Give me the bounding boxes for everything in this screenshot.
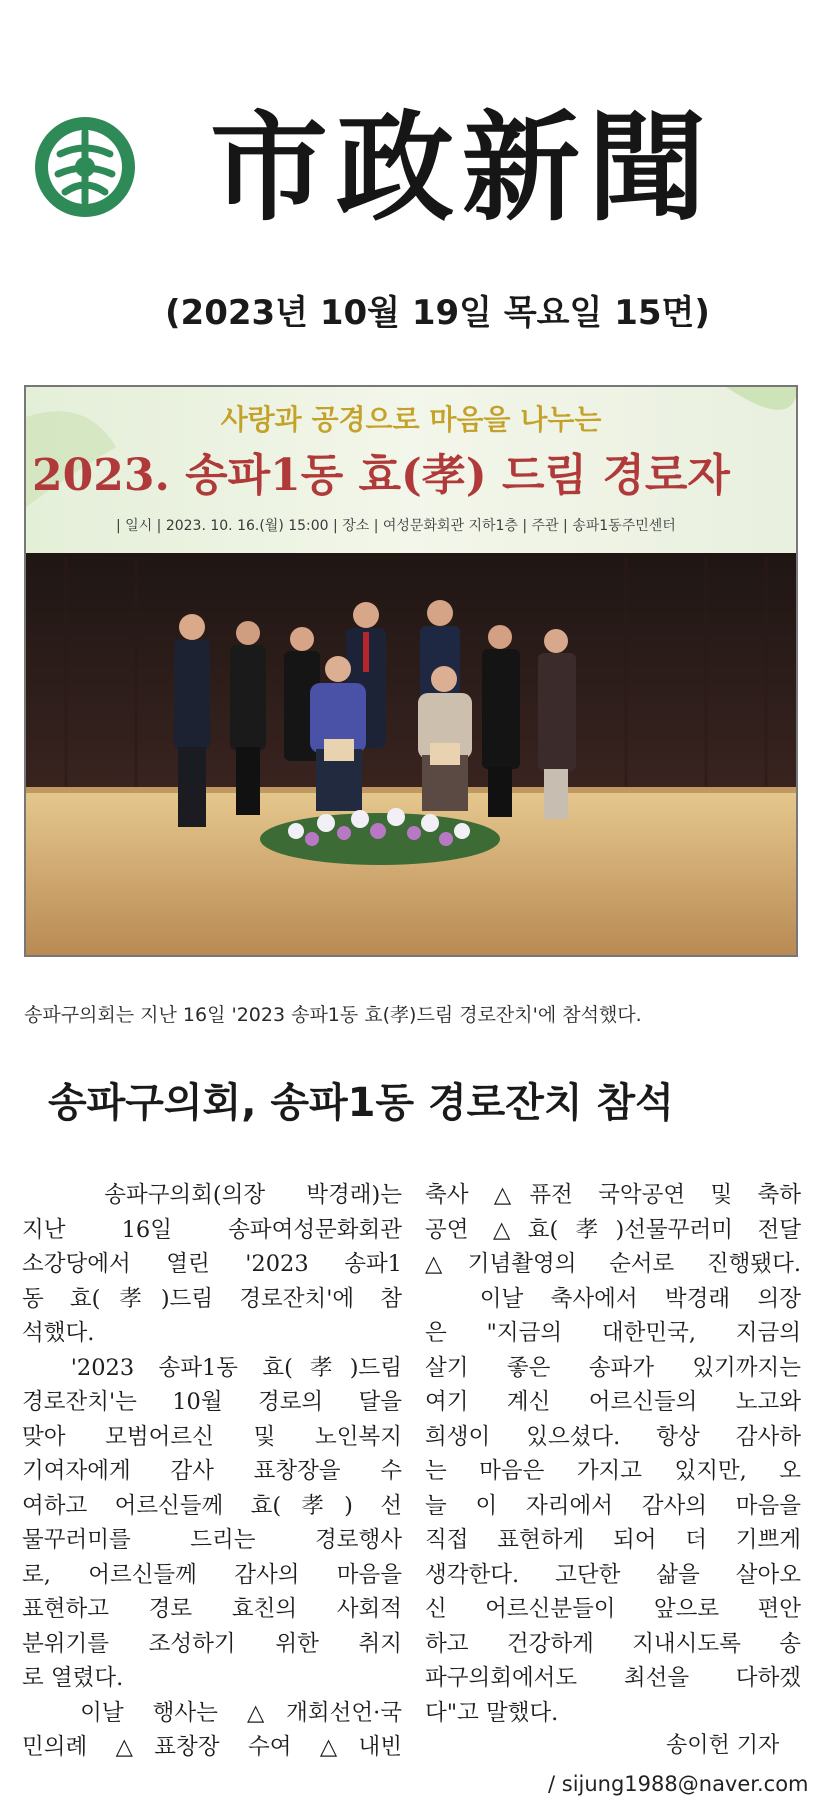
body-line: 민의례 △표창장 수여 △내빈 bbox=[22, 1734, 402, 1760]
body-line: 경로잔치'는 10월 경로의 달을 bbox=[22, 1389, 402, 1415]
body-line: 여하고 어르신들께 효(孝) 선 bbox=[22, 1492, 402, 1519]
body-line: △기념촬영의 순서로 진행됐다. bbox=[425, 1251, 801, 1277]
body-line: 공연 △효(孝)선물꾸러미 전달 bbox=[425, 1216, 801, 1243]
event-photo bbox=[24, 385, 798, 957]
body-line: 늘 이 자리에서 감사의 마음을 bbox=[425, 1492, 801, 1519]
body-line: 축사 △퓨전 국악공연 및 축하 bbox=[425, 1182, 801, 1208]
body-line: 은 "지금의 대한민국, 지금의 bbox=[425, 1320, 801, 1346]
banner-subtitle: 사랑과 공경으로 마음을 나누는 bbox=[220, 403, 602, 436]
body-line: 는 마음은 가지고 있지만, 오 bbox=[425, 1458, 801, 1484]
banner-title: 2023. 송파1동 효(孝) 드림 경로자 bbox=[32, 450, 730, 501]
body-line: 분위기를 조성하기 위한 취지 bbox=[22, 1630, 402, 1657]
body-line: 파구의회에서도 최선을 다하겠 bbox=[425, 1665, 801, 1691]
reporter-email: / sijung1988@naver.com bbox=[548, 1772, 809, 1796]
body-line: 물꾸러미를 드리는 경로행사 bbox=[22, 1527, 402, 1553]
banner-info: | 일시 | 2023. 10. 16.(월) 15:00 | 장소 | 여성문화회관 지하1층 | 주관 | 송파1동주민센터 bbox=[116, 518, 676, 534]
body-line: 생각한다. 고단한 삶을 살아오 bbox=[425, 1561, 801, 1588]
issue-date: (2023년 10월 19일 목요일 15면) bbox=[165, 293, 710, 333]
body-line: 표현하고 경로 효친의 사회적 bbox=[22, 1596, 402, 1622]
body-line: 로 열렸다. bbox=[22, 1665, 124, 1691]
body-line: 동 효(孝)드림 경로잔치'에 참 bbox=[22, 1285, 402, 1312]
article-right-column bbox=[425, 1178, 801, 1730]
body-line: 다"고 말했다. bbox=[425, 1699, 559, 1726]
body-line: 하고 건강하게 지내시도록 송 bbox=[425, 1630, 801, 1657]
body-line: 송파구의회(의장 박경래)는 bbox=[22, 1182, 402, 1208]
body-line: 이날 축사에서 박경래 의장 bbox=[425, 1285, 801, 1312]
body-line: 신 어르신분들이 앞으로 편안 bbox=[425, 1596, 801, 1622]
photo-caption: 송파구의회는 지난 16일 '2023 송파1동 효(孝)드림 경로잔치'에 참석했다. bbox=[24, 1004, 642, 1026]
body-line: 이날 행사는 △개회선언·국 bbox=[22, 1699, 402, 1726]
article-left-column bbox=[22, 1178, 402, 1765]
body-line: 석했다. bbox=[22, 1320, 95, 1346]
body-line: '2023 송파1동 효(孝)드림 bbox=[22, 1354, 402, 1381]
body-line: 소강당에서 열린 '2023 송파1 bbox=[22, 1251, 402, 1277]
reporter-byline: 송이헌 기자 bbox=[666, 1733, 780, 1758]
masthead-title: 市政新聞 bbox=[210, 98, 715, 237]
body-line: 맞아 모범어르신 및 노인복지 bbox=[22, 1423, 402, 1450]
body-line: 직접 표현하게 되어 더 기쁘게 bbox=[425, 1527, 801, 1553]
body-line: 여기 계신 어르신들의 노고와 bbox=[425, 1389, 801, 1415]
seoul-emblem-logo bbox=[30, 112, 140, 222]
body-line: 로, 어르신들께 감사의 마음을 bbox=[22, 1561, 402, 1588]
article-headline: 송파구의회, 송파1동 경로잔치 참석 bbox=[48, 1080, 674, 1126]
body-line: 살기 좋은 송파가 있기까지는 bbox=[425, 1354, 801, 1381]
body-line: 지난 16일 송파여성문화회관 bbox=[22, 1216, 402, 1243]
body-line: 희생이 있으셨다. 항상 감사하 bbox=[425, 1423, 801, 1450]
body-line: 기여자에게 감사 표창장을 수 bbox=[22, 1458, 402, 1484]
